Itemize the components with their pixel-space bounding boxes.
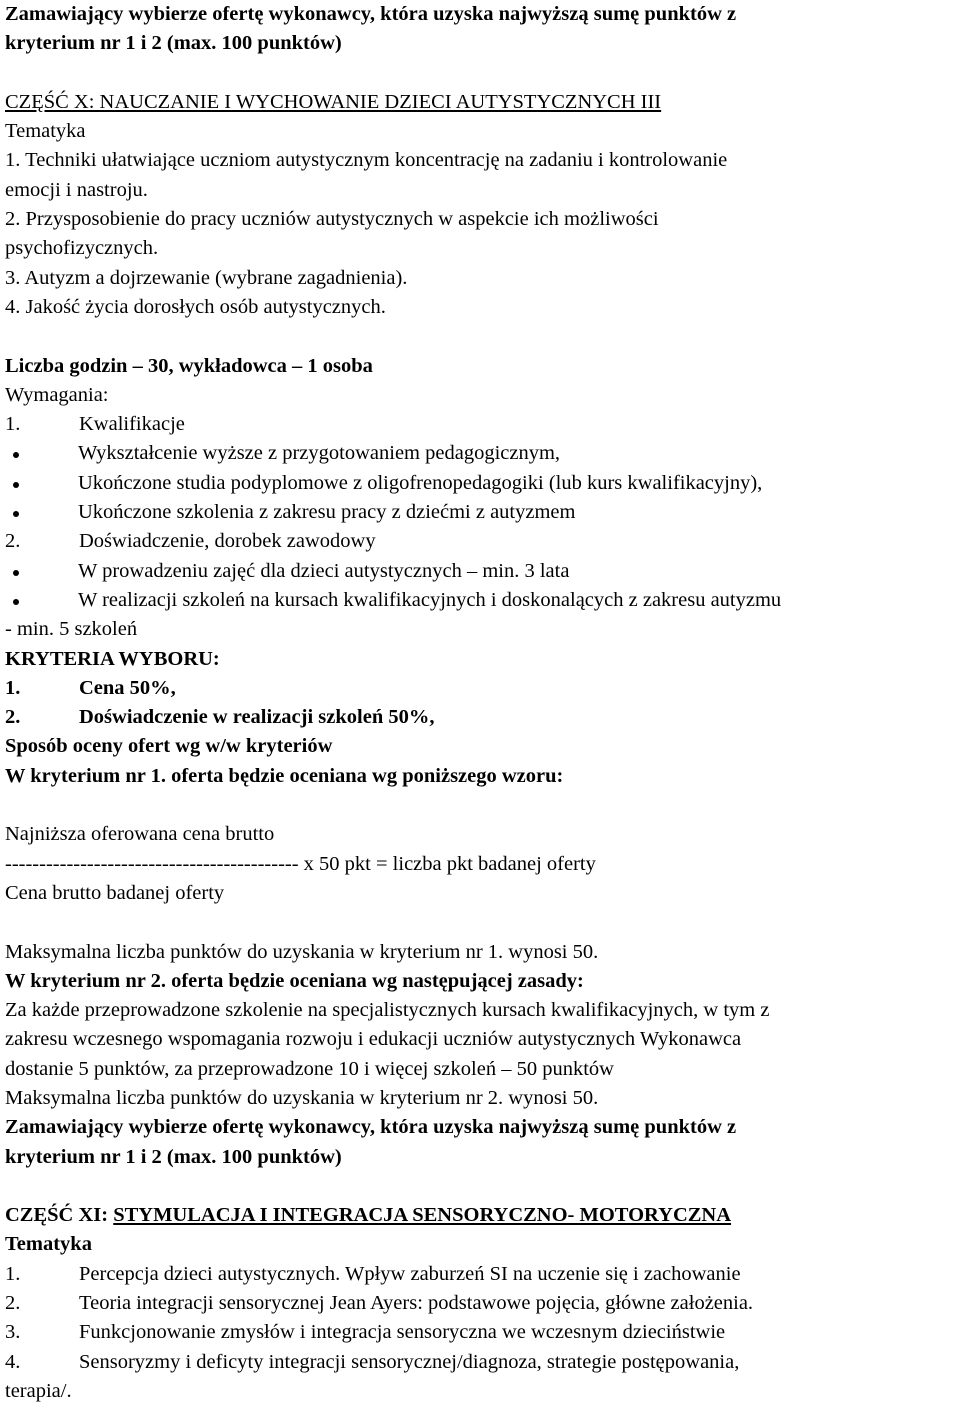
topic-text: Funkcjonowanie zmysłów i integracja sensoryczna we wczesnym dzieciństwie	[79, 1321, 726, 1344]
bullet-text: Ukończone szkolenia z zakresu pracy z dziećmi z autyzmem	[78, 501, 576, 524]
criterion-2-text: Za każde przeprowadzone szkolenie na specjalistycznych kursach kwalifikacyjnych, w tym z	[5, 999, 770, 1022]
requirement-number: 2.	[5, 530, 21, 553]
formula-denominator: Cena brutto badanej oferty	[5, 881, 225, 904]
criterion-item	[5, 674, 957, 703]
bullet-icon	[13, 452, 19, 458]
topic-number: 4.	[5, 1350, 21, 1373]
topic-line: emocji i nastroju.	[5, 178, 148, 201]
hours-line: Liczba godzin – 30, wykładowca – 1 osoba	[5, 354, 373, 377]
part-x-heading: CZĘŚĆ X: NAUCZANIE I WYCHOWANIE DZIECI AUTYSTYCZNYCH III	[5, 90, 662, 113]
topics-label: Tematyka	[5, 1233, 92, 1256]
topic-line: 1. Techniki ułatwiające uczniom autystycznym koncentrację na zadaniu i kontrolowanie	[5, 149, 728, 172]
bullet-item	[5, 498, 957, 527]
topic-line: 4. Jakość życia dorosłych osób autystycznych.	[5, 295, 386, 318]
requirement-number: 1.	[5, 413, 21, 436]
topics-label: Tematyka	[5, 120, 86, 143]
topic-line: 3. Autyzm a dojrzewanie (wybrane zagadnienia).	[5, 266, 408, 289]
topic-item	[5, 1260, 957, 1289]
bullet-item	[5, 586, 957, 615]
criterion-2-text: zakresu wczesnego wspomagania rozwoju i edukacji uczniów autystycznych Wykonawca	[5, 1028, 742, 1051]
bullet-text: W realizacji szkoleń na kursach kwalifikacyjnych i doskonalących z zakresu autyzmu	[78, 588, 782, 611]
bullet-continuation: - min. 5 szkoleń	[5, 618, 138, 641]
bullet-item	[5, 439, 957, 468]
topic-line: 2. Przysposobienie do pracy uczniów autystycznych w aspekcie ich możliwości	[5, 208, 659, 231]
topic-line: psychofizycznych.	[5, 237, 159, 260]
topic-item	[5, 1348, 957, 1377]
evaluation-label: Sposób oceny ofert wg w/w kryteriów	[5, 735, 333, 758]
bullet-item	[5, 557, 957, 586]
requirements-label: Wymagania:	[5, 383, 109, 406]
formula-numerator: Najniższa oferowana cena brutto	[5, 823, 275, 846]
bullet-item	[5, 469, 957, 498]
requirement-text: Kwalifikacje	[79, 413, 185, 436]
part-xi-heading	[5, 1201, 957, 1230]
criterion-number: 2.	[5, 706, 21, 729]
topic-number: 3.	[5, 1321, 21, 1344]
topic-number: 1.	[5, 1262, 21, 1285]
closing-statement-line: kryterium nr 1 i 2 (max. 100 punktów)	[5, 32, 342, 55]
criterion-item	[5, 703, 957, 732]
bullet-icon	[13, 511, 19, 517]
bullet-icon	[13, 599, 19, 605]
criterion-2-max: Maksymalna liczba punktów do uzyskania w kryterium nr 2. wynosi 50.	[5, 1086, 599, 1109]
criterion-1-max: Maksymalna liczba punktów do uzyskania w kryterium nr 1. wynosi 50.	[5, 940, 599, 963]
bullet-icon	[13, 570, 19, 576]
criterion-text: Doświadczenie w realizacji szkoleń 50%,	[79, 706, 435, 729]
bullet-text: Wykształcenie wyższe z przygotowaniem pedagogicznym,	[78, 442, 561, 465]
closing-statement-line: Zamawiający wybierze ofertę wykonawcy, która uzyska najwyższą sumę punktów z	[5, 1116, 737, 1139]
requirement-item	[5, 410, 957, 439]
document-page	[5, 0, 957, 1406]
bullet-text: Ukończone studia podyplomowe z oligofrenopedagogiki (lub kurs kwalifikacyjny),	[78, 471, 763, 494]
criterion-2-heading: W kryterium nr 2. oferta będzie oceniana wg następującej zasady:	[5, 969, 584, 992]
topic-item	[5, 1318, 957, 1347]
criterion-text: Cena 50%,	[79, 676, 176, 699]
formula-fraction-line: ------------------------------------------- x 50 pkt = liczba pkt badanej oferty	[5, 852, 596, 875]
criterion-number: 1.	[5, 676, 21, 699]
part-xi-heading-prefix: CZĘŚĆ XI:	[5, 1204, 114, 1227]
requirement-text: Doświadczenie, dorobek zawodowy	[79, 530, 376, 553]
bullet-text: W prowadzeniu zajęć dla dzieci autystycznych – min. 3 lata	[78, 559, 570, 582]
requirement-item	[5, 527, 957, 556]
criterion-2-text: dostanie 5 punktów, za przeprowadzone 10 i więcej szkoleń – 50 punktów	[5, 1057, 614, 1080]
topic-text: Teoria integracji sensorycznej Jean Ayers: podstawowe pojęcia, główne założenia.	[79, 1292, 754, 1315]
topic-number: 2.	[5, 1292, 21, 1315]
closing-statement-line: Zamawiający wybierze ofertę wykonawcy, która uzyska najwyższą sumę punktów z	[5, 3, 737, 25]
part-xi-heading-title: STYMULACJA I INTEGRACJA SENSORYCZNO- MOTORYCZNA	[113, 1204, 732, 1227]
bullet-icon	[13, 482, 19, 488]
topic-text: Percepcja dzieci autystycznych. Wpływ zaburzeń SI na uczenie się i zachowanie	[79, 1262, 741, 1285]
closing-statement-line: kryterium nr 1 i 2 (max. 100 punktów)	[5, 1145, 342, 1168]
criterion-1-heading: W kryterium nr 1. oferta będzie oceniana wg poniższego wzoru:	[5, 764, 564, 787]
topic-item	[5, 1289, 957, 1318]
topic-text: Sensoryzmy i deficyty integracji sensorycznej/diagnoza, strategie postępowania,	[79, 1350, 740, 1373]
topic-continuation: terapia/.	[5, 1379, 72, 1402]
criteria-label: KRYTERIA WYBORU:	[5, 647, 220, 670]
